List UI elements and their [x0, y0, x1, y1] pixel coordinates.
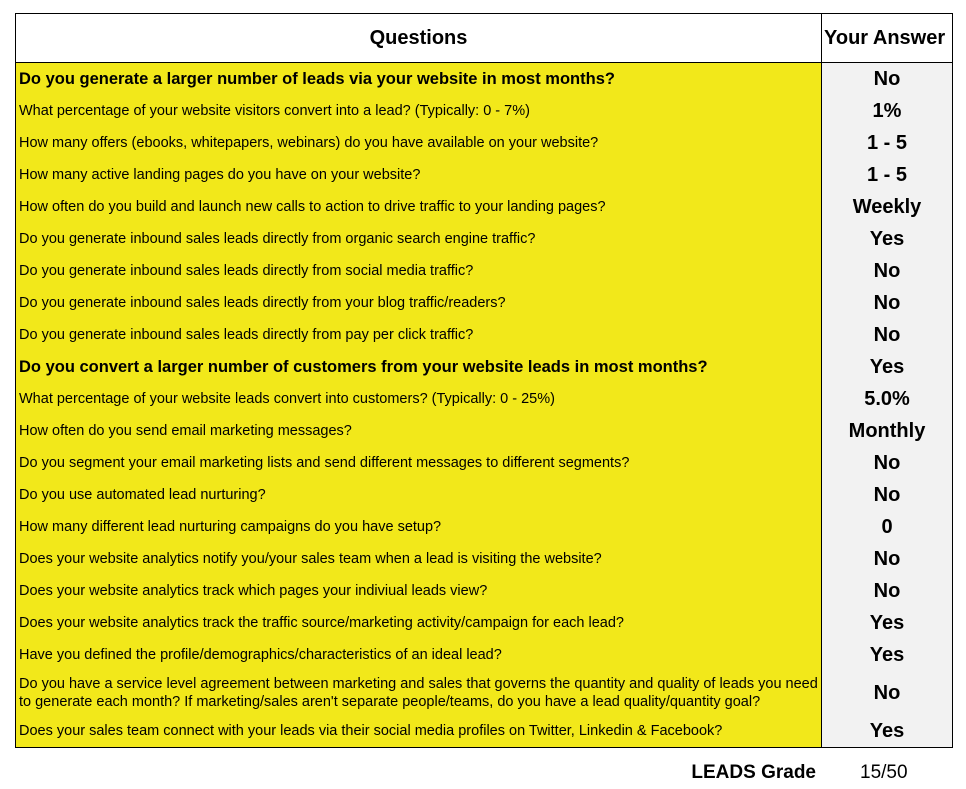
question-cell: Does your sales team connect with your leads via their social media profiles on Twitter, Linkedin & Facebook? — [16, 715, 822, 748]
question-cell: Does your website analytics track which pages your indiviual leads view? — [16, 575, 822, 607]
answer-cell[interactable]: Yes — [822, 223, 953, 255]
answer-cell[interactable]: Yes — [822, 639, 953, 671]
answer-cell[interactable]: No — [822, 479, 953, 511]
question-cell: Have you defined the profile/demographics/characteristics of an ideal lead? — [16, 639, 822, 671]
answer-cell[interactable]: No — [822, 287, 953, 319]
table-row — [16, 575, 953, 607]
question-cell: How many active landing pages do you have on your website? — [16, 159, 822, 191]
question-cell: Do you generate inbound sales leads directly from social media traffic? — [16, 255, 822, 287]
question-cell: How often do you build and launch new calls to action to drive traffic to your landing pages? — [16, 191, 822, 223]
question-cell: Do you generate inbound sales leads directly from your blog traffic/readers? — [16, 287, 822, 319]
table-row — [16, 351, 953, 383]
question-cell: Do you have a service level agreement between marketing and sales that governs the quantity and quality of leads you need to generate each month? If marketing/sales aren't separate people/teams, do you have a lead quality/quantity goal? — [16, 671, 822, 715]
table-row — [16, 511, 953, 543]
question-cell: How many offers (ebooks, whitepapers, webinars) do you have available on your website? — [16, 127, 822, 159]
answer-cell[interactable]: Weekly — [822, 191, 953, 223]
answer-cell[interactable]: No — [822, 575, 953, 607]
question-cell: Do you generate inbound sales leads directly from pay per click traffic? — [16, 319, 822, 351]
table-row — [16, 671, 953, 715]
answer-cell[interactable]: No — [822, 255, 953, 287]
table-row — [16, 715, 953, 748]
questions-table — [15, 13, 953, 748]
table-row — [16, 447, 953, 479]
survey-sheet — [15, 13, 952, 748]
table-row — [16, 319, 953, 351]
table-row — [16, 95, 953, 127]
question-cell: Do you convert a larger number of customers from your website leads in most months? — [16, 351, 822, 383]
table-row — [16, 479, 953, 511]
question-cell: Does your website analytics notify you/your sales team when a lead is visiting the website? — [16, 543, 822, 575]
table-row — [16, 255, 953, 287]
question-cell: Do you generate inbound sales leads directly from organic search engine traffic? — [16, 223, 822, 255]
question-cell: How many different lead nurturing campaigns do you have setup? — [16, 511, 822, 543]
answer-cell[interactable]: No — [822, 671, 953, 715]
questions-header: Questions — [16, 14, 822, 63]
table-body — [16, 63, 953, 748]
answer-cell[interactable]: Yes — [822, 715, 953, 748]
answer-cell[interactable]: No — [822, 543, 953, 575]
grade-label: LEADS Grade — [691, 762, 816, 783]
table-row — [16, 287, 953, 319]
table-row — [16, 383, 953, 415]
grade-row — [0, 762, 966, 784]
question-cell: What percentage of your website visitors convert into a lead? (Typically: 0 - 7%) — [16, 95, 822, 127]
question-cell: Do you segment your email marketing lists and send different messages to different segments? — [16, 447, 822, 479]
answer-cell[interactable]: No — [822, 319, 953, 351]
table-row — [16, 159, 953, 191]
table-row — [16, 543, 953, 575]
answer-cell[interactable]: 5.0% — [822, 383, 953, 415]
answer-cell[interactable]: 1 - 5 — [822, 159, 953, 191]
answer-cell[interactable]: 1% — [822, 95, 953, 127]
answer-cell[interactable]: 0 — [822, 511, 953, 543]
header-row — [16, 14, 953, 63]
question-cell: What percentage of your website leads convert into customers? (Typically: 0 - 25%) — [16, 383, 822, 415]
question-cell: Do you generate a larger number of leads via your website in most months? — [16, 63, 822, 96]
question-cell: How often do you send email marketing messages? — [16, 415, 822, 447]
answer-cell[interactable]: No — [822, 447, 953, 479]
table-row — [16, 607, 953, 639]
table-row — [16, 127, 953, 159]
answer-cell[interactable]: No — [822, 63, 953, 96]
table-row — [16, 223, 953, 255]
table-row — [16, 639, 953, 671]
question-cell: Does your website analytics track the traffic source/marketing activity/campaign for each lead? — [16, 607, 822, 639]
table-row — [16, 191, 953, 223]
grade-value: 15/50 — [860, 762, 908, 783]
answer-cell[interactable]: Monthly — [822, 415, 953, 447]
question-cell: Do you use automated lead nurturing? — [16, 479, 822, 511]
table-row — [16, 415, 953, 447]
answer-header: Your Answer — [822, 14, 953, 63]
answer-cell[interactable]: Yes — [822, 351, 953, 383]
table-row — [16, 63, 953, 96]
answer-cell[interactable]: Yes — [822, 607, 953, 639]
answer-cell[interactable]: 1 - 5 — [822, 127, 953, 159]
